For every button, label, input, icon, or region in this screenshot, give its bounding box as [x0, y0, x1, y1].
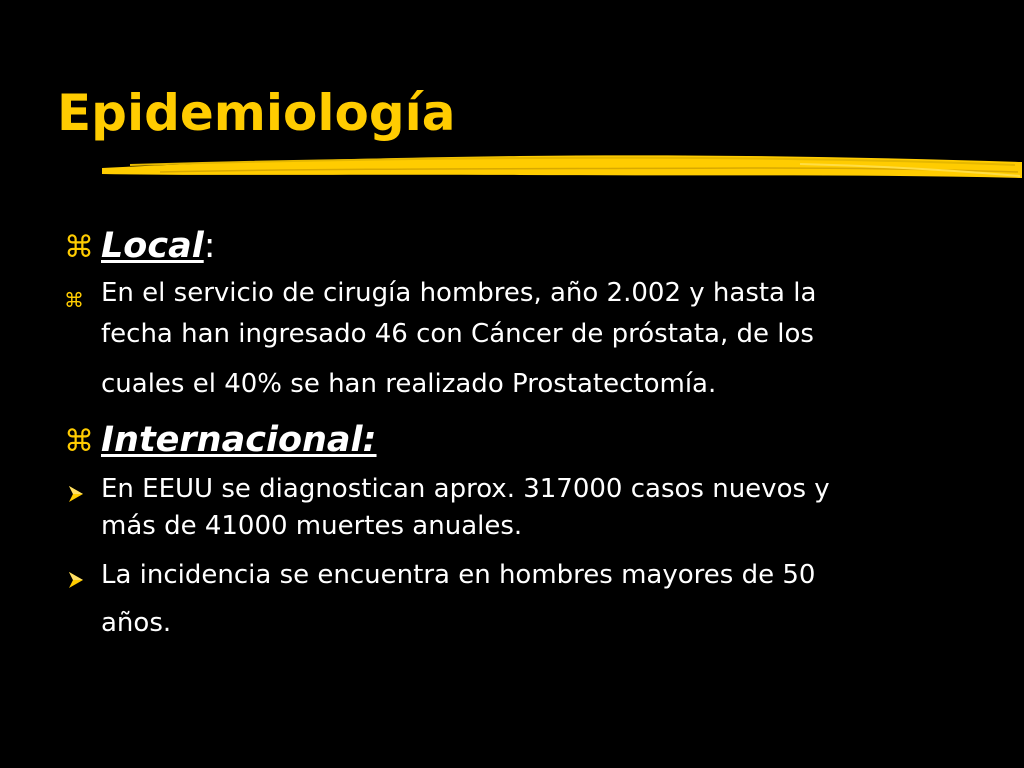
section-heading-local — [64, 222, 964, 270]
heading-label: Local — [101, 226, 204, 266]
item-line: En EEUU se diagnostican aprox. 317000 casos nuevos y — [101, 474, 830, 504]
item-line: La incidencia se encuentra en hombres mayores de 50 — [101, 560, 816, 590]
heading-suffix: : — [203, 226, 216, 266]
title-underline-brushstroke — [100, 148, 1024, 190]
list-item — [64, 470, 964, 544]
arrow-bullet-icon — [66, 570, 86, 590]
z-bullet-icon: ⌘ — [64, 230, 94, 265]
item-line: más de 41000 muertes anuales. — [101, 511, 523, 541]
list-item — [64, 276, 964, 410]
arrow-bullet-icon — [66, 484, 86, 504]
list-item — [64, 556, 964, 652]
section-heading-internacional — [64, 416, 964, 464]
item-line: En el servicio de cirugía hombres, año 2.002 y hasta la — [101, 278, 817, 308]
item-line: fecha han ingresado 46 con Cáncer de próstata, de los — [101, 319, 814, 349]
z-bullet-icon: ⌘ — [64, 424, 94, 459]
slide-title: Epidemiología — [57, 84, 456, 142]
slide-content — [64, 222, 964, 652]
heading-label: Internacional: — [101, 420, 377, 460]
z-bullet-icon: ⌘ — [64, 288, 84, 312]
item-line: cuales el 40% se han realizado Prostatectomía. — [101, 369, 717, 399]
item-line: años. — [101, 608, 172, 638]
